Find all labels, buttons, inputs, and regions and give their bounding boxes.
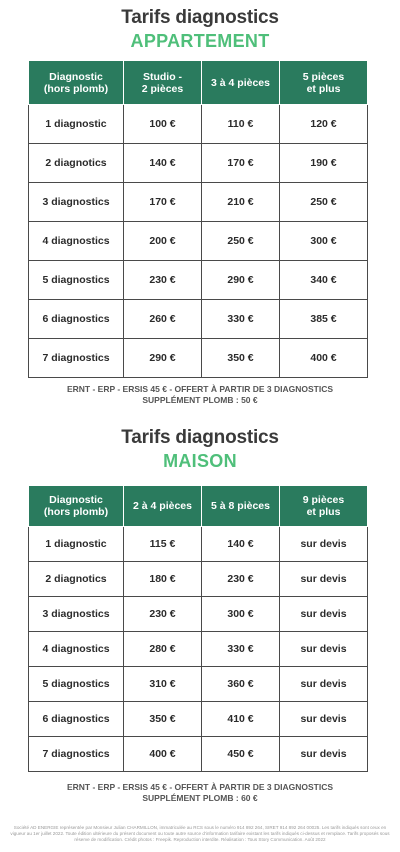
price-cell: 170 € <box>202 144 280 183</box>
price-cell: 300 € <box>202 597 280 632</box>
price-cell: 310 € <box>124 667 202 702</box>
price-cell: 115 € <box>124 527 202 562</box>
section-title: Tarifs diagnostics <box>121 427 279 448</box>
price-cell: 340 € <box>280 261 368 300</box>
diagnostic-count-cell: 3 diagnostics <box>29 183 124 222</box>
diagnostic-count-cell: 1 diagnostic <box>29 527 124 562</box>
price-cell: 250 € <box>280 183 368 222</box>
table-row <box>29 339 368 378</box>
note-line: ERNT - ERP - ERSIS 45 € - OFFERT À PARTIR DE 3 DIAGNOSTICS <box>66 782 334 792</box>
diagnostic-count-cell: 4 diagnostics <box>29 222 124 261</box>
diagnostic-count-cell: 2 diagnotics <box>29 144 124 183</box>
note-line: ERNT - ERP - ERSIS 45 € - OFFERT À PARTIR DE 3 DIAGNOSTICS <box>66 384 334 394</box>
pricing-note <box>0 384 400 406</box>
table-row <box>29 105 368 144</box>
table-row <box>29 222 368 261</box>
price-cell: 250 € <box>202 222 280 261</box>
price-cell: sur devis <box>280 667 368 702</box>
header-cell: Diagnostic (hors plomb) <box>29 61 124 105</box>
price-cell: sur devis <box>280 527 368 562</box>
price-cell: sur devis <box>280 597 368 632</box>
section-title: Tarifs diagnostics <box>121 7 279 28</box>
note-line: SUPPLÉMENT PLOMB : 50 € <box>142 395 258 405</box>
header-cell: 5 à 8 pièces <box>202 486 280 527</box>
price-cell: 385 € <box>280 300 368 339</box>
diagnostic-count-cell: 3 diagnostics <box>29 597 124 632</box>
table-row <box>29 667 368 702</box>
table-row <box>29 144 368 183</box>
header-cell: 9 pièces et plus <box>280 486 368 527</box>
header-cell: 2 à 4 pièces <box>124 486 202 527</box>
price-cell: 350 € <box>202 339 280 378</box>
header-cell: Studio - 2 pièces <box>124 61 202 105</box>
table-row <box>29 300 368 339</box>
diagnostic-count-cell: 6 diagnostics <box>29 702 124 737</box>
price-cell: 180 € <box>124 562 202 597</box>
price-cell: 290 € <box>202 261 280 300</box>
price-cell: 280 € <box>124 632 202 667</box>
diagnostic-count-cell: 1 diagnostic <box>29 105 124 144</box>
table-header-row <box>29 61 368 105</box>
section-subtitle: APPARTEMENT <box>130 31 270 51</box>
price-cell: 300 € <box>280 222 368 261</box>
table-row <box>29 632 368 667</box>
price-cell: 400 € <box>124 737 202 772</box>
price-cell: sur devis <box>280 632 368 667</box>
price-cell: 200 € <box>124 222 202 261</box>
header-cell: 5 pièces et plus <box>280 61 368 105</box>
price-cell: 140 € <box>202 527 280 562</box>
price-cell: 330 € <box>202 300 280 339</box>
price-cell: 140 € <box>124 144 202 183</box>
diagnostic-count-cell: 7 diagnostics <box>29 339 124 378</box>
diagnostic-count-cell: 5 diagnostics <box>29 667 124 702</box>
price-cell: 290 € <box>124 339 202 378</box>
price-cell: 210 € <box>202 183 280 222</box>
table-header-row <box>29 486 368 527</box>
diagnostic-count-cell: 2 diagnotics <box>29 562 124 597</box>
table-row <box>29 183 368 222</box>
price-cell: 410 € <box>202 702 280 737</box>
header-cell: Diagnostic (hors plomb) <box>29 486 124 527</box>
price-cell: 170 € <box>124 183 202 222</box>
price-cell: 230 € <box>202 562 280 597</box>
price-table-maison <box>28 485 368 772</box>
table-row <box>29 261 368 300</box>
table-row <box>29 597 368 632</box>
price-cell: 100 € <box>124 105 202 144</box>
price-cell: 190 € <box>280 144 368 183</box>
price-table-appartement <box>28 60 368 378</box>
diagnostic-count-cell: 7 diagnostics <box>29 737 124 772</box>
price-cell: sur devis <box>280 562 368 597</box>
price-cell: sur devis <box>280 702 368 737</box>
price-cell: 230 € <box>124 597 202 632</box>
price-cell: sur devis <box>280 737 368 772</box>
table-row <box>29 527 368 562</box>
table-row <box>29 702 368 737</box>
price-cell: 400 € <box>280 339 368 378</box>
price-cell: 110 € <box>202 105 280 144</box>
header-cell: 3 à 4 pièces <box>202 61 280 105</box>
section-subtitle: MAISON <box>163 451 237 471</box>
diagnostic-count-cell: 5 diagnostics <box>29 261 124 300</box>
note-line: SUPPLÉMENT PLOMB : 60 € <box>142 793 258 803</box>
price-cell: 230 € <box>124 261 202 300</box>
price-cell: 120 € <box>280 105 368 144</box>
diagnostic-count-cell: 4 diagnostics <box>29 632 124 667</box>
price-cell: 360 € <box>202 667 280 702</box>
price-cell: 350 € <box>124 702 202 737</box>
section-appartement <box>0 0 400 405</box>
price-cell: 260 € <box>124 300 202 339</box>
price-cell: 330 € <box>202 632 280 667</box>
table-row <box>29 737 368 772</box>
price-cell: 450 € <box>202 737 280 772</box>
pricing-note <box>0 782 400 804</box>
table-row <box>29 562 368 597</box>
section-maison <box>0 426 400 803</box>
diagnostic-count-cell: 6 diagnostics <box>29 300 124 339</box>
legal-footer: Société AD ENERGIE représentée par Monsieur Julian CHARMILLON, immatriculée au RCS sous le numéro 914 892 264, SIRET 914 892 264 00025. Les tarifs indiqués sont ceux en vigueur au 1er juillet 2022. Toute édition ultérieure du présent document ou toute autre source d'information tarifaire existant les tarifs indiqués ci-dessus et remplace. Tarifs proposés sous réserve de modification. Crédit photos : Freepik. Reproduction interdite. Réalisation : Tous Story Communication. Août 2022 <box>10 825 390 842</box>
